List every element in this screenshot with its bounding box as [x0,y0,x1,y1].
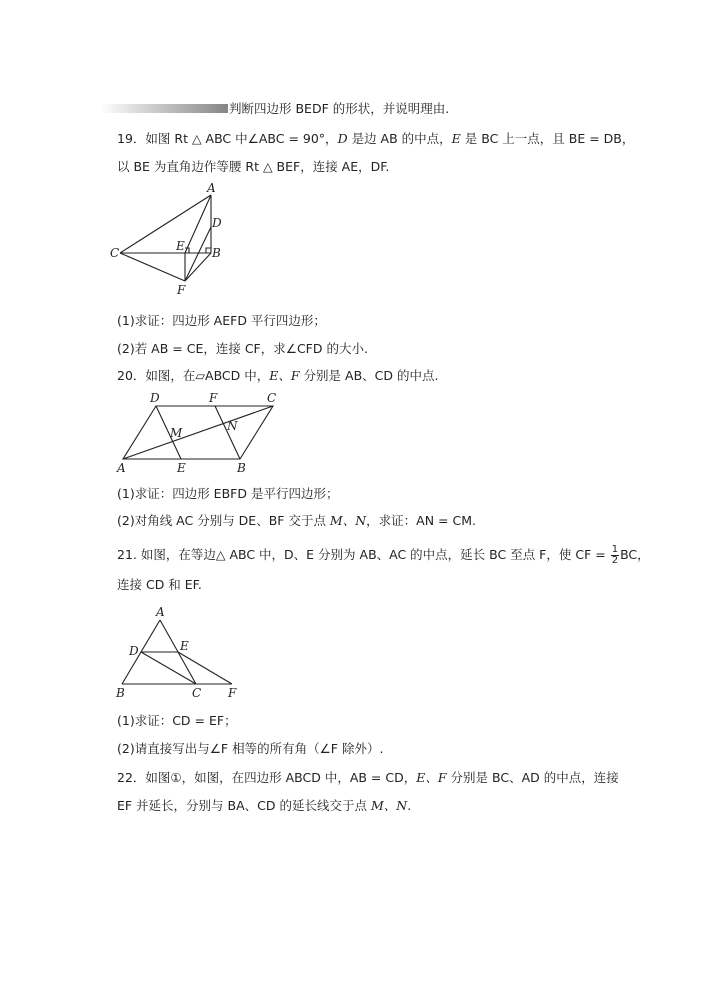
q18-tail-text: 判断四边形 BEDF 的形状，并说明理由. [229,101,450,116]
label-F: F [228,686,237,700]
label-A: A [117,461,126,475]
seg-EF [178,652,232,684]
q19-stem-line1: 19．如图 Rt △ ABC 中∠ABC = 90°，D 是边 AB 的中点，E 是 BC 上一点，且 BE = DB， [117,131,635,146]
q21-stem-line1: 21. 如图，在等边△ ABC 中，D、E 分别为 AB、AC 的中点，延长 BC 至点 F，使 CF = $\frac{1}{2}$ BC， [117,544,650,566]
label-D: D [150,391,160,405]
label-D: D [212,216,222,230]
label-C: C [192,686,202,700]
label-C: C [110,246,120,260]
fraction-one-half: $\frac{1}{2}$ [611,544,619,566]
seg-DC [141,652,196,684]
label-E: E [180,639,189,653]
label-A: A [207,181,216,195]
right-angle-mark-B [206,248,211,253]
q21-part2: (2)请直接写出与∠F 相等的所有角（∠F 除外）. [117,741,384,756]
label-B: B [237,461,246,475]
blurred-text-fragment [100,104,228,113]
label-B: B [116,686,125,700]
label-E: E [176,239,185,253]
q20-part2: (2)对角线 AC 分别与 DE、BF 交于点 M、N，求证：AN = CM. [117,513,476,528]
label-C: C [267,391,277,405]
q20-stem: 20．如图，在▱ABCD 中，E、F 分别是 AB、CD 的中点. [117,368,439,383]
label-M: M [170,426,183,440]
diag-AC [123,406,273,459]
label-F: F [177,283,186,297]
figure-20 [110,390,290,480]
figure-19 [110,180,230,300]
label-N: N [227,419,238,433]
seg-FD [185,227,211,281]
figure-21 [110,604,250,699]
label-A: A [156,605,165,619]
q22-stem-line1: 22．如图①，如图，在四边形 ABCD 中，AB = CD，E、F 分别是 BC、AD 的中点，连接 [117,770,619,785]
q19-part1: (1)求证：四边形 AEFD 平行四边形； [117,313,326,328]
q21-part1: (1)求证：CD = EF； [117,713,237,728]
seg-AC [120,195,211,253]
label-D: D [129,644,139,658]
q19-stem-line2: 以 BE 为直角边作等腰 Rt △ BEF，连接 AE，DF. [117,159,390,174]
q20-part1: (1)求证：四边形 EBFD 是平行四边形； [117,486,339,501]
label-E: E [177,461,186,475]
q22-stem-line2: EF 并延长，分别与 BA、CD 的延长线交于点 M、N. [117,798,412,813]
q19-part2: (2)若 AB = CE，连接 CF，求∠CFD 的大小. [117,341,368,356]
seg-FB [185,253,211,281]
seg-CF [120,253,185,281]
label-F: F [209,391,218,405]
label-B: B [212,246,221,260]
q21-stem-line2: 连接 CD 和 EF. [117,577,202,592]
